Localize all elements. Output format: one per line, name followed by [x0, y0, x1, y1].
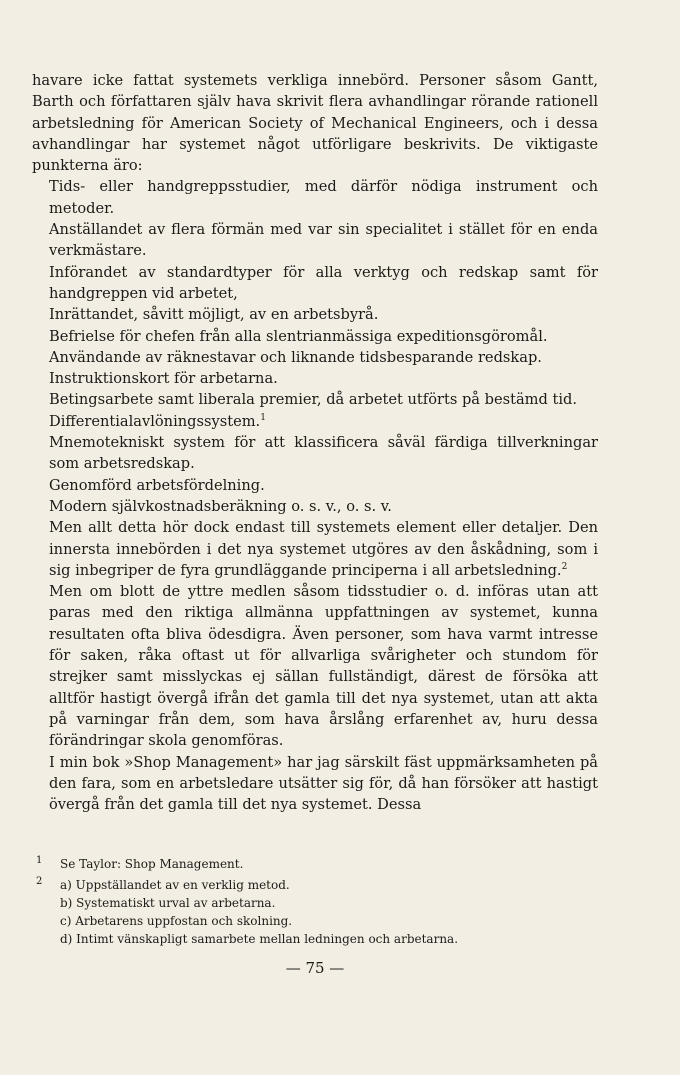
footnote-subitem: c) Arbetarens uppfostan och skolning.: [60, 914, 293, 928]
footnote-subitem: d) Intimt vänskapligt samarbete mellan ledningen och arbetarna.: [60, 932, 459, 946]
footnote: $^2$ a) Uppställandet av en verklig metod.: [32, 873, 598, 894]
paragraph: Men allt detta hör dock endast till systemets element eller detaljer. Den innersta innebörden i det nya systemet utgöres av den åskådning, som i sig inbegriper de fyra grundläggande principerna i all arbetsledning.$^2$: [49, 519, 598, 579]
list-item: Befrielse för chefen från alla slentrianmässiga expeditionsgöromål.: [49, 327, 548, 345]
list-item: Tids- eller handgreppsstudier, med därför nödiga instrument och metoder.: [49, 178, 598, 217]
footnote-ref: 2: [561, 561, 568, 572]
footnotes: [32, 852, 598, 948]
list-item: Genomförd arbetsfördelning.: [49, 476, 265, 494]
paragraph: I min bok »Shop Management» har jag särskilt fäst uppmärksamheten på den fara, som en arbetsledare utsätter sig för, då han försöker att hastigt övergå från det gamla till det nya systemet. Dessa: [49, 753, 598, 814]
list-item: Betingsarbete samt liberala premier, då arbetet utförts på bestämd tid.: [49, 391, 578, 409]
footnote: $^1$ Se Taylor: Shop Management.: [32, 852, 598, 873]
list-item: Mnemotekniskt system för att klassificera såväl färdiga tillverkningar som arbetsredskap.: [49, 434, 598, 473]
list-item: Modern självkostnadsberäkning o. s. v., o. s. v.: [49, 497, 392, 515]
footnote-mark: 1: [36, 855, 43, 866]
footnote-mark: 2: [36, 876, 43, 887]
list-item: Användande av räknestavar och liknande tidsbesparande redskap.: [49, 348, 542, 366]
list-item: Differentialavlöningssystem.$^1$: [49, 412, 266, 430]
list-item: Anställandet av flera förmän med var sin specialitet i stället för en enda verkmästare.: [49, 221, 598, 260]
paragraph: Men om blott de yttre medlen såsom tidsstudier o. d. införas utan att paras med den riktiga allmänna uppfattningen av systemet, kunna resultaten ofta bliva ödesdigra. Även personer, som hava varmt intresse för saken, råka oftast ut för allvarliga svårigheter och stundom för strejker samt misslyckas ej sällan fullständigt, därest de försöka att alltför hastigt övergå ifrån det gamla till det nya systemet, utan att akta på varningar från dem, som hava årslång erfarenhet av, huru dessa förändringar skola genomföras.: [49, 583, 598, 750]
list-item: Inrättandet, såvitt möjligt, av en arbetsbyrå.: [49, 306, 379, 324]
list-item: Införandet av standardtyper för alla verktyg och redskap samt för handgreppen vid arbetet,: [49, 263, 598, 302]
page-number: — 75 —: [285, 959, 345, 977]
paragraph: havare icke fattat systemets verkliga innebörd. Personer såsom Gantt, Barth och författaren själv hava skrivit flera avhandlingar rörande rationell arbetsledning för American Society of Mechanical Engineers, och i dessa avhandlingar har systemet något utförligare beskrivits. De viktigaste punkterna äro:: [32, 72, 598, 175]
footnote-ref: 1: [260, 412, 266, 423]
footnote-subitem: b) Systematiskt urval av arbetarna.: [60, 896, 276, 910]
list-item: Instruktionskort för arbetarna.: [49, 370, 278, 388]
body-text: [32, 70, 598, 815]
